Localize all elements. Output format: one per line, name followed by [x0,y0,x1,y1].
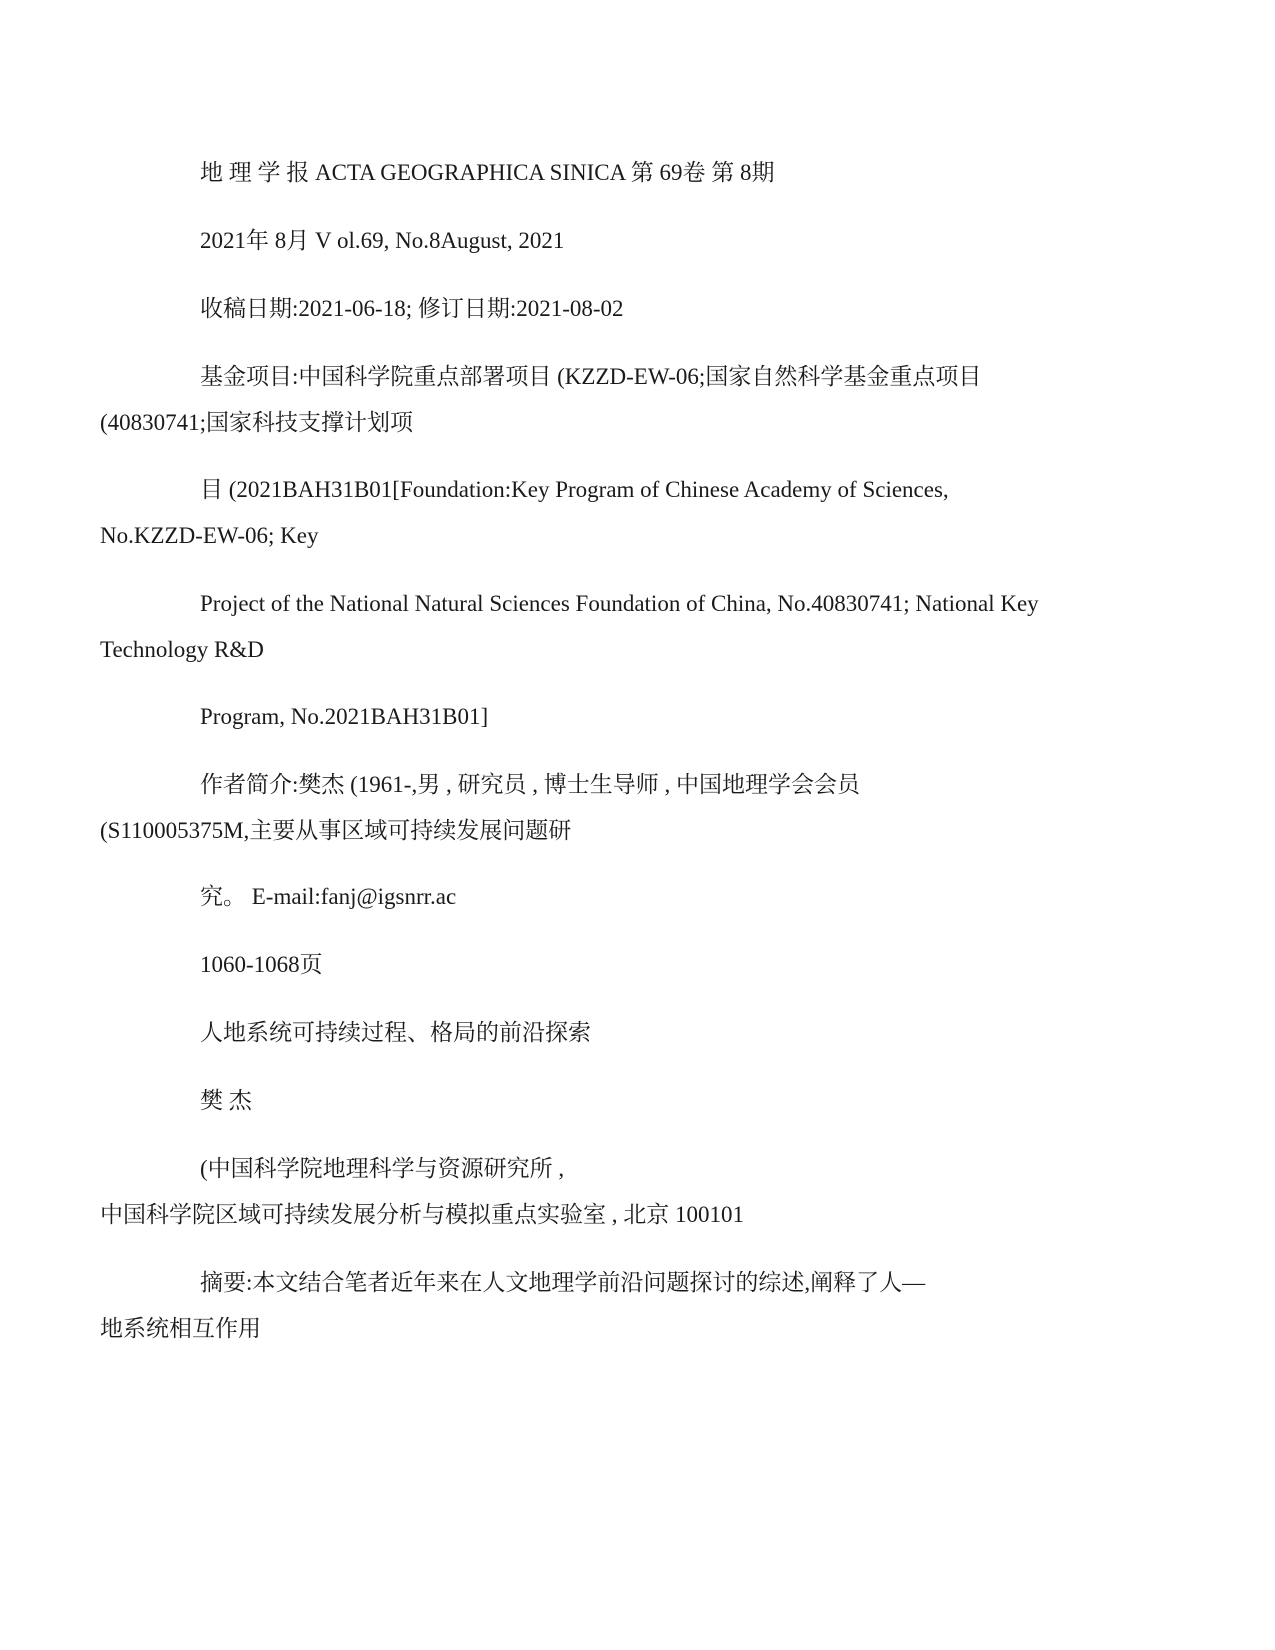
author-bio-line-1: 作者简介:樊杰 (1961-,男 , 研究员 , 博士生导师 , 中国地理学会会员 [200,772,860,797]
fund-english-3 [150,694,1150,740]
journal-header [150,150,1150,196]
fund-chinese [100,354,1150,446]
fund-en-2-line-2: Technology R&D [100,637,264,662]
fund-cn-line-2: (40830741;国家科技支撑计划项 [100,410,414,435]
author-bio-end [150,874,1150,920]
affiliation-line-2: 中国科学院区域可持续发展分析与模拟重点实验室 , 北京 100101 [100,1202,744,1227]
dates-text: 收稿日期:2021-06-18; 修订日期:2021-08-02 [200,296,624,321]
fund-en-1-line-2: No.KZZD-EW-06; Key [100,523,319,548]
issue-line-text: 2021年 8月 V ol.69, No.8August, 2021 [200,228,565,253]
abstract [100,1260,1150,1352]
page-range [150,942,1150,988]
article-author [150,1078,1150,1124]
affiliation-line-1: (中国科学院地理科学与资源研究所 , [200,1156,565,1181]
fund-cn-line-1: 基金项目:中国科学院重点部署项目 (KZZD-EW-06;国家自然科学基金重点项目 [200,364,982,389]
author-bio-line-2: (S110005375M,主要从事区域可持续发展问题研 [100,818,572,843]
abstract-line-1: 摘要:本文结合笔者近年来在人文地理学前沿问题探讨的综述,阐释了人— [200,1270,926,1295]
page-range-text: 1060-1068页 [200,952,323,977]
author-email-text: 究。 E-mail:fanj@igsnrr.ac [200,884,457,909]
fund-en-3-text: Program, No.2021BAH31B01] [200,704,489,729]
author-bio [100,762,1150,854]
journal-header-text: 地 理 学 报 ACTA GEOGRAPHICA SINICA 第 69卷 第 8期 [200,160,775,185]
abstract-line-2: 地系统相互作用 [100,1316,261,1341]
received-revised-dates [150,286,1150,332]
fund-english-2 [100,581,1150,673]
fund-en-2-line-1: Project of the National Natural Sciences Foundation of China, No.40830741; National Key [200,591,1039,616]
affiliation [100,1146,1150,1238]
article-title [150,1010,1150,1056]
fund-en-1-line-1: 目 (2021BAH31B01[Foundation:Key Program of Chinese Academy of Sciences, [200,477,949,502]
article-author-text: 樊 杰 [200,1088,252,1113]
fund-english-1 [100,467,1150,559]
issue-line [150,218,1150,264]
article-title-text: 人地系统可持续过程、格局的前沿探索 [200,1020,591,1045]
